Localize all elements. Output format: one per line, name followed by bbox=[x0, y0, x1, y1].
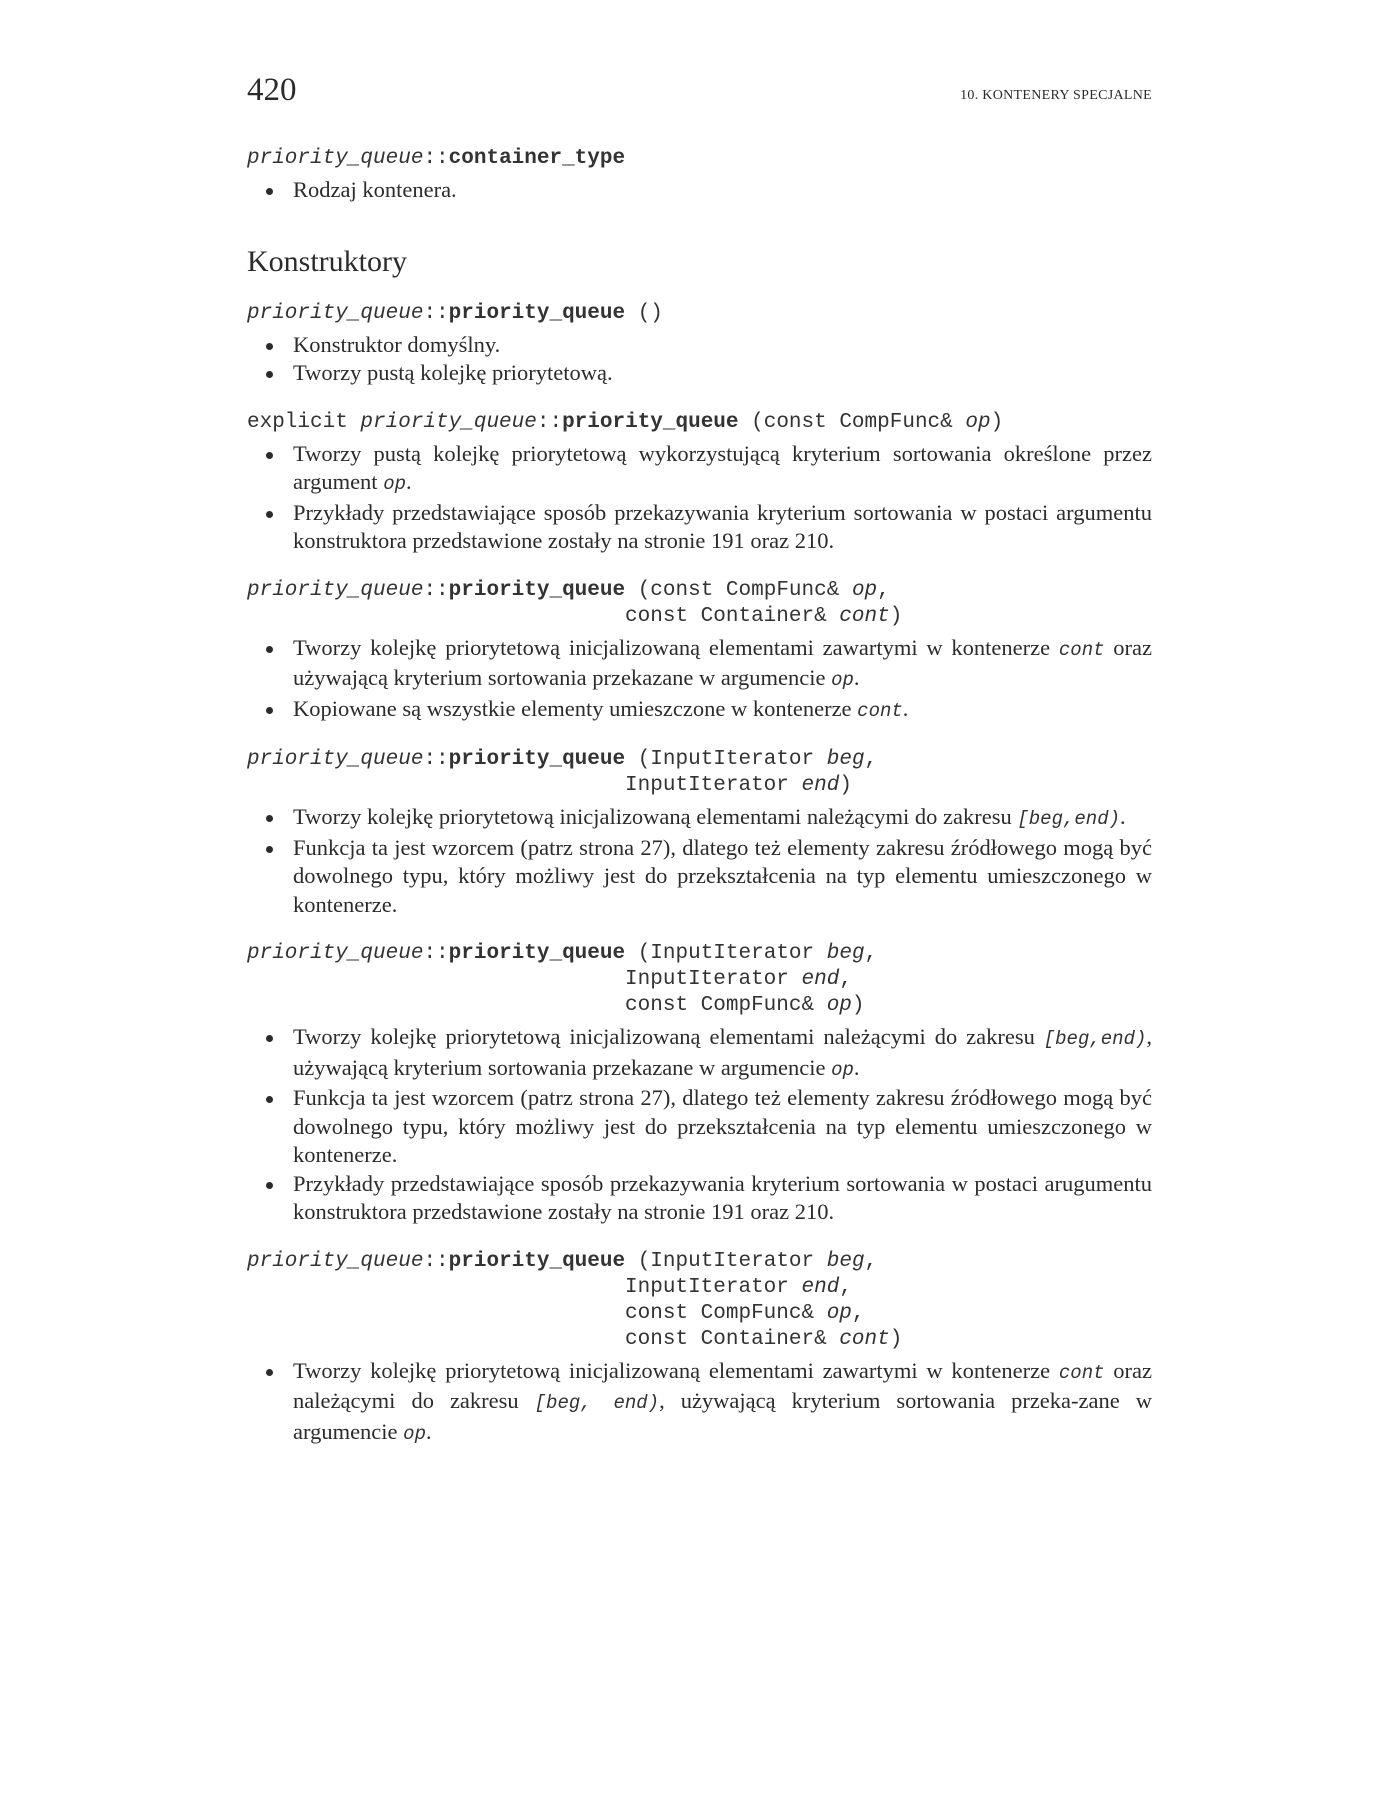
signature-line bbox=[247, 1301, 1152, 1327]
function-signature bbox=[247, 146, 1152, 172]
bullet-text: Tworzy kolejkę priorytetową inicjalizowaną elementami zawartymi w kontenerze bbox=[293, 634, 1059, 660]
signature-token: , bbox=[864, 1249, 878, 1273]
inline-code: op bbox=[383, 473, 406, 495]
signature-line bbox=[247, 1249, 1152, 1275]
bullet-list bbox=[247, 1023, 1152, 1227]
signature-line bbox=[247, 410, 1152, 436]
signature-token: priority_queue bbox=[448, 578, 626, 602]
signature-token: priority_queue bbox=[247, 301, 424, 325]
bullet-item bbox=[247, 695, 1152, 726]
bullet-text: Tworzy kolejkę priorytetową inicjalizowaną elementami należącymi do zakresu bbox=[293, 1024, 1044, 1049]
section-heading: Konstruktory bbox=[247, 244, 407, 278]
signature-token: const Container& bbox=[247, 1327, 840, 1351]
signature-token: container_type bbox=[448, 147, 626, 170]
signature-line bbox=[247, 1327, 1152, 1353]
signature-token: , bbox=[839, 1275, 852, 1299]
inline-code: cont bbox=[857, 699, 903, 722]
signature-token: priority_queue bbox=[247, 942, 424, 965]
signature-line bbox=[247, 747, 1152, 773]
bullet-list bbox=[247, 331, 1152, 388]
signature-token: , bbox=[864, 942, 878, 965]
api-entry bbox=[247, 410, 1152, 556]
signature-token: end bbox=[801, 774, 840, 797]
bullet-text: Przykłady przedstawiające sposób przekazywania kryterium sortowania w postaci argumentu konstruktora przedstawione zostały na stronie 191 oraz 210. bbox=[293, 499, 1152, 553]
signature-token: end bbox=[801, 1275, 840, 1299]
signature-token: :: bbox=[423, 1249, 449, 1273]
signature-line bbox=[247, 604, 1152, 630]
signature-token: (const CompFunc& bbox=[738, 410, 966, 434]
bullet-text: Tworzy pustą kolejkę priorytetową wykorzystującą kryterium sortowania określone przez argument bbox=[293, 440, 1152, 494]
inline-code: op bbox=[831, 669, 854, 691]
signature-token: beg bbox=[826, 1249, 865, 1273]
function-signature bbox=[247, 747, 1152, 799]
signature-token: :: bbox=[423, 578, 449, 602]
signature-token: , bbox=[877, 578, 890, 602]
inline-code: [beg,end) bbox=[1043, 1028, 1147, 1050]
inline-code: [beg, end) bbox=[534, 1392, 660, 1414]
signature-token: , bbox=[864, 748, 878, 771]
bullet-text: , używającą kryterium sortowania przekazane w argumencie bbox=[293, 1024, 1152, 1080]
signature-token: op bbox=[826, 1301, 852, 1325]
function-signature bbox=[247, 301, 1152, 327]
signature-token: priority_queue bbox=[562, 410, 739, 434]
bullet-item bbox=[247, 1170, 1152, 1227]
signature-token: ) bbox=[889, 604, 903, 628]
signature-token: const CompFunc& bbox=[247, 994, 827, 1017]
bullet-text: Kopiowane są wszystkie elementy umieszczone w kontenerze bbox=[293, 695, 858, 721]
bullet-item bbox=[247, 803, 1152, 834]
bullet-text: . bbox=[1120, 804, 1126, 829]
signature-line bbox=[247, 941, 1152, 967]
bullet-text: Funkcja ta jest wzorcem (patrz strona 27), dlatego też elementy zakresu źródłowego mogą być dowolnego typu, który możliwy jest do przekształcenia na typ elementu umieszczonego w kontenerze. bbox=[293, 834, 1152, 917]
api-entry bbox=[247, 941, 1152, 1227]
bullet-item bbox=[247, 440, 1152, 499]
bullet-text: . bbox=[902, 695, 909, 721]
page-header bbox=[247, 72, 1152, 112]
signature-token: op bbox=[851, 578, 878, 602]
bullet-text: Funkcja ta jest wzorcem (patrz strona 27), dlatego też elementy zakresu źródłowego mogą być dowolnego typu, który możliwy jest do przekształcenia na typ elementu umieszczonego w kontenerze. bbox=[293, 1085, 1152, 1167]
api-entry bbox=[247, 578, 1152, 726]
function-signature bbox=[247, 1249, 1152, 1353]
bullet-item bbox=[247, 1023, 1152, 1084]
signature-line bbox=[247, 993, 1152, 1019]
bullet-text: Tworzy pustą kolejkę priorytetową. bbox=[293, 360, 613, 385]
bullet-item bbox=[247, 176, 1152, 205]
signature-token: :: bbox=[423, 147, 449, 170]
bullet-item bbox=[247, 359, 1152, 388]
signature-token: ) bbox=[839, 774, 852, 797]
api-entry bbox=[247, 146, 1152, 205]
page-number: 420 bbox=[247, 72, 297, 108]
bullet-text: oraz należącymi do zakresu bbox=[293, 1357, 1152, 1413]
signature-token: InputIterator bbox=[247, 774, 802, 797]
bullet-text: . bbox=[406, 469, 412, 494]
signature-token: explicit bbox=[247, 410, 361, 434]
signature-line bbox=[247, 578, 1152, 604]
constructors-section bbox=[247, 301, 1152, 1449]
bullet-text: Przykłady przedstawiające sposób przekazywania kryterium sortowania w postaci arugumentu konstruktora przedstawione zostały na stronie 191 oraz 210. bbox=[293, 1170, 1152, 1224]
signature-token: , bbox=[851, 1301, 865, 1325]
signature-token: :: bbox=[423, 942, 449, 965]
signature-token: (InputIterator bbox=[625, 1249, 827, 1273]
signature-token: priority_queue bbox=[360, 410, 537, 434]
signature-token: priority_queue bbox=[247, 147, 424, 170]
signature-token: priority_queue bbox=[448, 748, 626, 771]
typedef-section bbox=[247, 146, 1152, 205]
signature-line bbox=[247, 146, 1152, 172]
signature-token: :: bbox=[536, 410, 563, 434]
bullet-list bbox=[247, 803, 1152, 919]
function-signature bbox=[247, 410, 1152, 436]
signature-line bbox=[247, 1275, 1152, 1301]
signature-token: op bbox=[965, 410, 991, 434]
running-head: 10. KONTENERY SPECJALNE bbox=[960, 88, 1152, 103]
signature-line bbox=[247, 967, 1152, 993]
signature-line bbox=[247, 773, 1152, 799]
api-entry bbox=[247, 301, 1152, 388]
function-signature bbox=[247, 578, 1152, 630]
inline-code: [beg,end) bbox=[1017, 808, 1120, 830]
signature-line bbox=[247, 301, 1152, 327]
bullet-text: , używającą kryterium sortowania przeka-zane w argumencie bbox=[293, 1388, 1152, 1444]
bullet-text: Konstruktor domyślny. bbox=[293, 331, 501, 357]
signature-token: (InputIterator bbox=[625, 942, 827, 965]
inline-code: cont bbox=[1058, 638, 1105, 661]
function-signature bbox=[247, 941, 1152, 1019]
inline-code: op bbox=[831, 1058, 854, 1081]
signature-token: cont bbox=[839, 604, 890, 628]
inline-code: op bbox=[403, 1422, 426, 1445]
signature-token: priority_queue bbox=[247, 1249, 424, 1273]
signature-token: ) bbox=[851, 994, 865, 1017]
bullet-text: . bbox=[853, 665, 860, 690]
signature-token: cont bbox=[839, 1327, 890, 1351]
signature-token: InputIterator bbox=[247, 1275, 802, 1299]
bullet-item bbox=[247, 834, 1152, 920]
signature-token: ) bbox=[889, 1327, 903, 1351]
bullet-list bbox=[247, 634, 1152, 726]
api-entry bbox=[247, 747, 1152, 919]
bullet-text: . bbox=[853, 1054, 860, 1080]
bullet-list bbox=[247, 176, 1152, 205]
signature-token: end bbox=[801, 968, 840, 991]
bullet-text: oraz używającą kryterium sortowania przekazane w argumencie bbox=[293, 634, 1152, 690]
bullet-item bbox=[247, 331, 1152, 360]
signature-token: (InputIterator bbox=[625, 748, 827, 771]
signature-token: :: bbox=[423, 301, 449, 325]
bullet-text: Tworzy kolejkę priorytetową inicjalizowaną elementami zawartymi w kontenerze bbox=[293, 1357, 1059, 1383]
signature-token: priority_queue bbox=[247, 748, 424, 771]
page-content bbox=[247, 146, 1152, 1470]
signature-token: const Container& bbox=[247, 604, 840, 628]
signature-token: const CompFunc& bbox=[247, 1301, 827, 1325]
bullet-item bbox=[247, 1357, 1152, 1449]
signature-token: priority_queue bbox=[448, 301, 626, 325]
signature-token: op bbox=[826, 994, 852, 1017]
signature-token: InputIterator bbox=[247, 968, 802, 991]
signature-token: priority_queue bbox=[247, 578, 424, 602]
inline-code: cont bbox=[1058, 1361, 1105, 1384]
signature-token: priority_queue bbox=[448, 942, 626, 965]
bullet-item bbox=[247, 499, 1152, 556]
bullet-text: Rodzaj kontenera. bbox=[293, 177, 457, 202]
bullet-item bbox=[247, 634, 1152, 695]
bullet-text: . bbox=[425, 1418, 432, 1444]
bullet-list bbox=[247, 1357, 1152, 1449]
bullet-item bbox=[247, 1084, 1152, 1170]
signature-token: beg bbox=[826, 942, 865, 965]
signature-token: , bbox=[839, 968, 852, 991]
bullet-text: Tworzy kolejkę priorytetową inicjalizowaną elementami należącymi do zakresu bbox=[293, 804, 1018, 829]
book-page bbox=[247, 0, 1152, 1812]
bullet-list bbox=[247, 440, 1152, 556]
signature-token: priority_queue bbox=[448, 1249, 626, 1273]
api-entry bbox=[247, 1249, 1152, 1449]
signature-token: ) bbox=[990, 410, 1004, 434]
signature-token: beg bbox=[826, 748, 865, 771]
signature-token: :: bbox=[423, 748, 449, 771]
signature-token: () bbox=[625, 301, 663, 325]
signature-token: (const CompFunc& bbox=[625, 578, 852, 602]
